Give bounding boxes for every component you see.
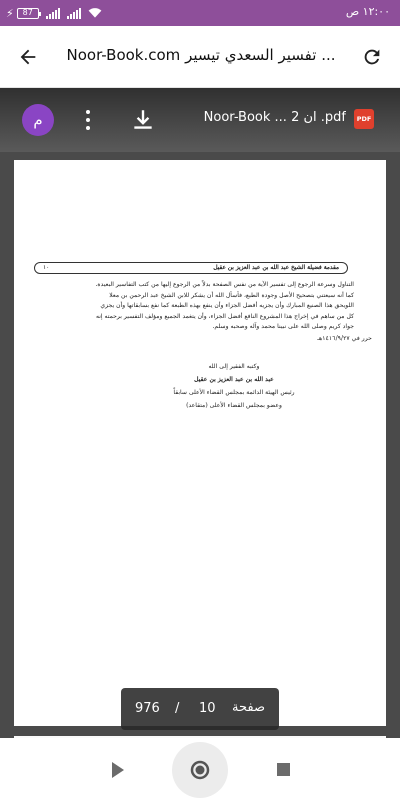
status-icons (6, 4, 102, 22)
reload-icon (361, 46, 383, 68)
page-indicator (121, 688, 279, 730)
signature-name: عبد الله بن عبد العزيز بن عقيل (194, 376, 274, 383)
more-vert-icon (86, 110, 90, 114)
viewer-toolbar (0, 88, 400, 152)
signature-block (134, 360, 334, 412)
pdf-viewer[interactable] (0, 88, 400, 738)
signal-icon (67, 8, 81, 19)
back-arrow-icon (17, 46, 39, 68)
header-title: مقدمة فضيلة الشيخ عبد الله بن عبد العزيز بن عقيل (213, 265, 339, 271)
running-header (34, 262, 348, 274)
body-text (28, 280, 354, 333)
more-options-button[interactable] (78, 104, 98, 136)
nav-back-icon[interactable] (109, 760, 127, 780)
signature-line: وعضو بمجلس القضاء الأعلى (متقاعد) (186, 402, 282, 409)
nav-recents-icon[interactable] (277, 763, 290, 776)
reload-button[interactable] (356, 41, 388, 73)
body-line: التناول وسرعة الرجوع إلى تفسير الآية من نفس الصفحة بدلاً من الرجوع إليها من كتب التفاسير البعيدة. (95, 281, 354, 288)
wifi-icon (88, 7, 102, 19)
charging-icon: ⚡ (6, 6, 14, 20)
file-name: Noor-Book ... ان 2 .pdf (203, 110, 346, 125)
clock: ١٢:٠٠ ص (345, 5, 390, 18)
page-separator: / (175, 701, 180, 716)
pdf-page (14, 160, 386, 726)
back-button[interactable] (12, 41, 44, 73)
body-line: كل من ساهم في إخراج هذا المشروع النافع أفضل الجزاء، وأن يتغمد الجميع ومؤلف التفسير برحمته إنه (95, 312, 354, 320)
page-title: Noor-Book.com تفسير السعدي تيسير ... (66, 46, 336, 64)
nav-home-icon[interactable] (160, 740, 240, 800)
page-label: صفحة (232, 700, 265, 715)
body-line: كما أنه سيعتني بتصحيح الأصل وجودة الطبع، فأسأل الله أن يشكر للابن الشيخ عبد الرحمن بن معلا (109, 291, 354, 299)
body-line: اللويحق هذا الصنيع المبارك وأن يجزيه أفضل الجزاء وأن ينفع بهذه الطبعة كما نفع بسابقاتها وأن يجزي (100, 302, 354, 309)
system-nav-bar (0, 738, 400, 800)
status-bar (0, 0, 400, 26)
pdf-icon: PDF (354, 109, 374, 129)
download-icon[interactable] (130, 106, 156, 134)
page-total: 976 (135, 701, 160, 716)
body-line: جواد كريم وصلى الله على نبينا محمد وآله وصحبه وسلم. (212, 323, 354, 330)
battery-icon (17, 8, 39, 19)
battery-level: 87 (22, 8, 33, 17)
avatar[interactable]: م (22, 104, 54, 136)
date-line: حرر في ١٤١٦/٩/٢٧هـ (317, 335, 372, 342)
title-bar (0, 26, 400, 88)
signal-icon (46, 8, 60, 19)
signature-line: وكتبه الفقير إلى الله (208, 363, 260, 370)
header-page-number: ١٠ (43, 265, 50, 271)
signature-line: رئيس الهيئة الدائمة بمجلس القضاء الأعلى سابقاً (173, 389, 295, 396)
page-current: 10 (199, 701, 216, 716)
